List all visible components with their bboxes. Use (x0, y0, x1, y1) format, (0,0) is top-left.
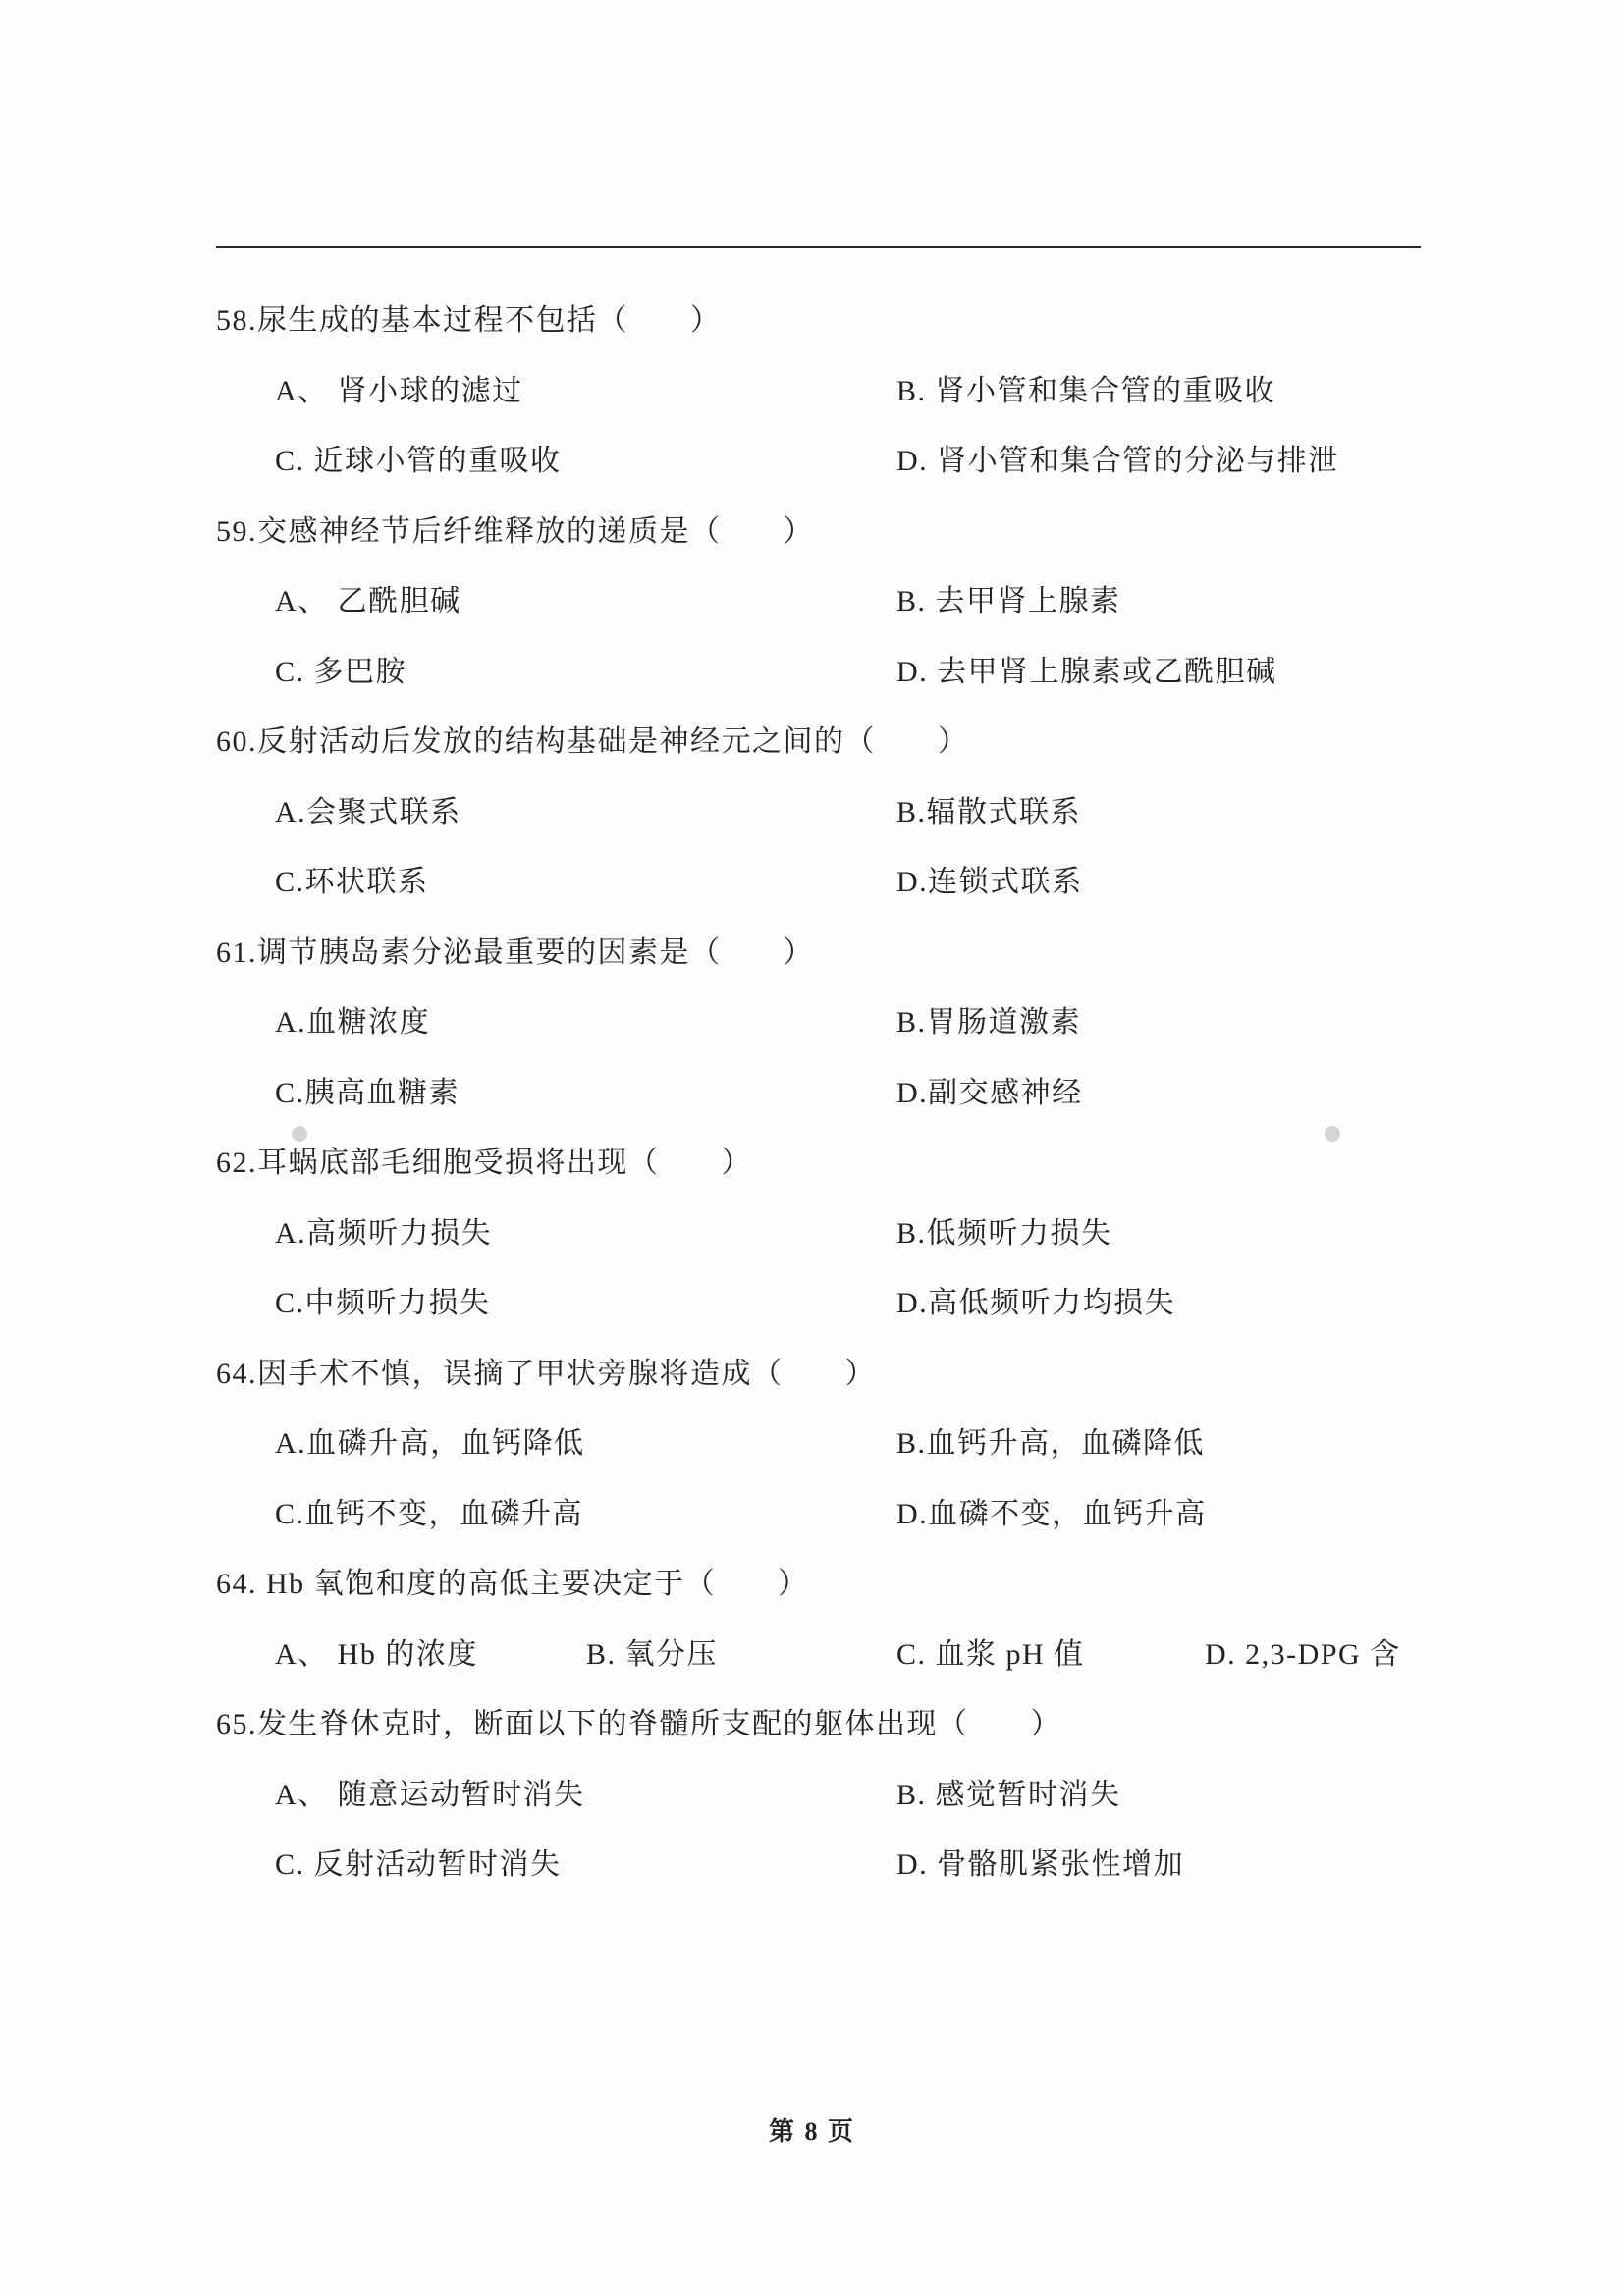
q62-option-a: A.高频听力损失 (275, 1216, 493, 1250)
q64-parathyroid-option-c: C.血钙不变，血磷升高 (275, 1497, 584, 1530)
q59-stem: 59.交感神经节后纤维释放的递质是（ ） (216, 514, 814, 548)
q62-stem: 62.耳蜗底部毛细胞受损将出现（ ） (216, 1147, 752, 1179)
q59-options-cd (0, 637, 1624, 708)
q58-option-d: D. 肾小管和集合管的分泌与排泄 (896, 445, 1339, 477)
q60-option-c: C.环状联系 (275, 866, 429, 898)
q64-hb-options (0, 1620, 1624, 1690)
q60-option-d: D.连锁式联系 (896, 866, 1083, 898)
q62-options-ab (0, 1199, 1624, 1269)
q61-option-b: B.胃肠道激素 (896, 1006, 1082, 1039)
q59-option-d: D. 去甲肾上腺素或乙酰胆碱 (896, 655, 1277, 688)
q58-option-b: B. 肾小管和集合管的重吸收 (896, 374, 1276, 407)
q58-stem: 58.尿生成的基本过程不包括（ ） (216, 304, 722, 337)
q65-stem: 65.发生脊休克时，断面以下的脊髓所支配的躯体出现（ ） (216, 1708, 1061, 1740)
q64-parathyroid-option-b: B.血钙升高，血磷降低 (896, 1427, 1206, 1460)
page-number: 第 8 页 (768, 2117, 855, 2146)
q64-parathyroid-option-a: A.血磷升高，血钙降低 (275, 1427, 585, 1460)
q60-options-cd (0, 847, 1624, 918)
q61-options-cd (0, 1058, 1624, 1129)
q64-parathyroid-options-ab (0, 1409, 1624, 1479)
q64-hb-stem: 64. Hb 氧饱和度的高低主要决定于（ ） (216, 1568, 809, 1600)
q64-parathyroid-stem: 64.因手术不慎，误摘了甲状旁腺将造成（ ） (216, 1357, 876, 1390)
q58-option-a: A、 肾小球的滤过 (275, 374, 523, 407)
q61-stem: 61.调节胰岛素分泌最重要的因素是（ ） (216, 935, 814, 969)
q65-options-cd (0, 1830, 1624, 1900)
q65-option-b: B. 感觉暂时消失 (896, 1778, 1121, 1811)
q64-parathyroid-options-cd (0, 1479, 1624, 1550)
q58-option-c: C. 近球小管的重吸收 (275, 445, 562, 477)
q64-hb-option-d: D. 2,3-DPG 含 (1205, 1637, 1401, 1671)
q65-option-a: A、 随意运动暂时消失 (275, 1778, 585, 1811)
q58-options-ab (0, 356, 1624, 427)
q61-option-d: D.副交感神经 (896, 1076, 1083, 1109)
q60-option-a: A.会聚式联系 (275, 795, 461, 828)
q59-option-c: C. 多巴胺 (275, 655, 407, 688)
q64-hb-option-b: B. 氧分压 (586, 1637, 719, 1671)
q60-option-b: B.辐散式联系 (896, 795, 1082, 828)
q62-option-b: B.低频听力损失 (896, 1216, 1112, 1250)
q62-options-cd (0, 1268, 1624, 1339)
q64-hb-option-c: C. 血浆 pH 值 (896, 1637, 1085, 1671)
question-list (0, 286, 1624, 1900)
q65-options-ab (0, 1760, 1624, 1831)
q59-options-ab (0, 566, 1624, 637)
q62-option-c: C.中频听力损失 (275, 1287, 491, 1319)
q59-option-b: B. 去甲肾上腺素 (896, 585, 1121, 617)
q61-options-ab (0, 988, 1624, 1058)
q64-hb-option-a: A、 Hb 的浓度 (275, 1637, 478, 1671)
q64-parathyroid-option-d: D.血磷不变，血钙升高 (896, 1497, 1207, 1530)
q60-stem: 60.反射活动后发放的结构基础是神经元之间的（ ） (216, 725, 969, 758)
q59-option-a: A、 乙酰胆碱 (275, 585, 461, 617)
q65-option-d: D. 骨骼肌紧张性增加 (896, 1848, 1185, 1881)
q61-option-a: A.血糖浓度 (275, 1006, 431, 1039)
q60-options-ab (0, 777, 1624, 848)
q65-option-c: C. 反射活动暂时消失 (275, 1848, 562, 1881)
header-rule (216, 246, 1421, 248)
q58-options-cd (0, 426, 1624, 497)
q62-option-d: D.高低频听力均损失 (896, 1287, 1176, 1319)
q61-option-c: C.胰高血糖素 (275, 1076, 460, 1109)
